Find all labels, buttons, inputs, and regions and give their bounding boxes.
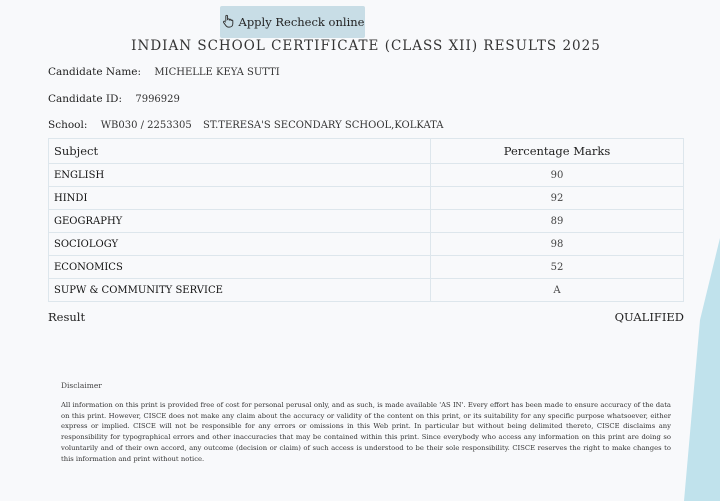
table-row bbox=[49, 187, 684, 210]
table-row bbox=[49, 233, 684, 256]
school-label: School: bbox=[48, 119, 88, 131]
subject-cell: ECONOMICS bbox=[49, 256, 431, 279]
disclaimer-section bbox=[61, 381, 671, 464]
candidate-name-label: Candidate Name: bbox=[48, 66, 142, 78]
school-code-value: WB030 / 2253305 bbox=[100, 120, 192, 131]
candidate-id-value: 7996929 bbox=[135, 94, 180, 105]
hand-pointer-icon bbox=[221, 14, 235, 31]
marks-cell: 92 bbox=[431, 187, 684, 210]
marks-cell: 90 bbox=[431, 164, 684, 187]
disclaimer-text: All information on this print is provided free of cost for personal perusal only, and as such, is made available 'AS IN'. Every effort has been made to ensure accuracy of the data on this print. However, CISCE does not make any claim about the accuracy or validity of the content on this print, or its suitability for any specific purpose whatsoever, either express or implied. CISCE will not be responsible for any errors or omissions in this Web print. In particular but without being delimited thereto, CISCE disclaims any responsibility for typographical errors and other inaccuracies that may be contained within this print. Since everybody who access any information on this print are doing so voluntarily and of their own accord, any outcome (decision or claim) of such access is understood to be their sole responsibility. CISCE reserves the right to make changes to this information and print without notice. bbox=[61, 401, 671, 463]
marks-cell: A bbox=[431, 279, 684, 302]
disclaimer-title: Disclaimer bbox=[61, 381, 102, 390]
subject-cell: SUPW & COMMUNITY SERVICE bbox=[49, 279, 431, 302]
marks-table bbox=[48, 138, 684, 302]
table-row bbox=[49, 210, 684, 233]
marks-cell: 98 bbox=[431, 233, 684, 256]
table-row bbox=[49, 256, 684, 279]
table-row bbox=[49, 164, 684, 187]
candidate-id-row bbox=[48, 93, 180, 105]
subject-cell: SOCIOLOGY bbox=[49, 233, 431, 256]
subject-cell: GEOGRAPHY bbox=[49, 210, 431, 233]
table-row bbox=[49, 279, 684, 302]
school-name-value: ST.TERESA'S SECONDARY SCHOOL,KOLKATA bbox=[203, 120, 444, 131]
candidate-name-value: MICHELLE KEYA SUTTI bbox=[154, 67, 280, 78]
table-header-row bbox=[49, 139, 684, 164]
candidate-name-row bbox=[48, 66, 280, 78]
subject-cell: ENGLISH bbox=[49, 164, 431, 187]
candidate-id-label: Candidate ID: bbox=[48, 93, 122, 105]
result-row bbox=[48, 310, 684, 324]
page-title: INDIAN SCHOOL CERTIFICATE (CLASS XII) RESULTS 2025 bbox=[131, 38, 601, 54]
apply-recheck-label: Apply Recheck online bbox=[238, 15, 365, 29]
apply-recheck-button[interactable] bbox=[220, 6, 365, 38]
percentage-column-header: Percentage Marks bbox=[431, 139, 684, 164]
school-row bbox=[48, 119, 443, 131]
result-label: Result bbox=[48, 310, 86, 324]
subject-cell: HINDI bbox=[49, 187, 431, 210]
marks-cell: 52 bbox=[431, 256, 684, 279]
result-value: QUALIFIED bbox=[614, 310, 684, 324]
marks-cell: 89 bbox=[431, 210, 684, 233]
subject-column-header: Subject bbox=[49, 139, 431, 164]
